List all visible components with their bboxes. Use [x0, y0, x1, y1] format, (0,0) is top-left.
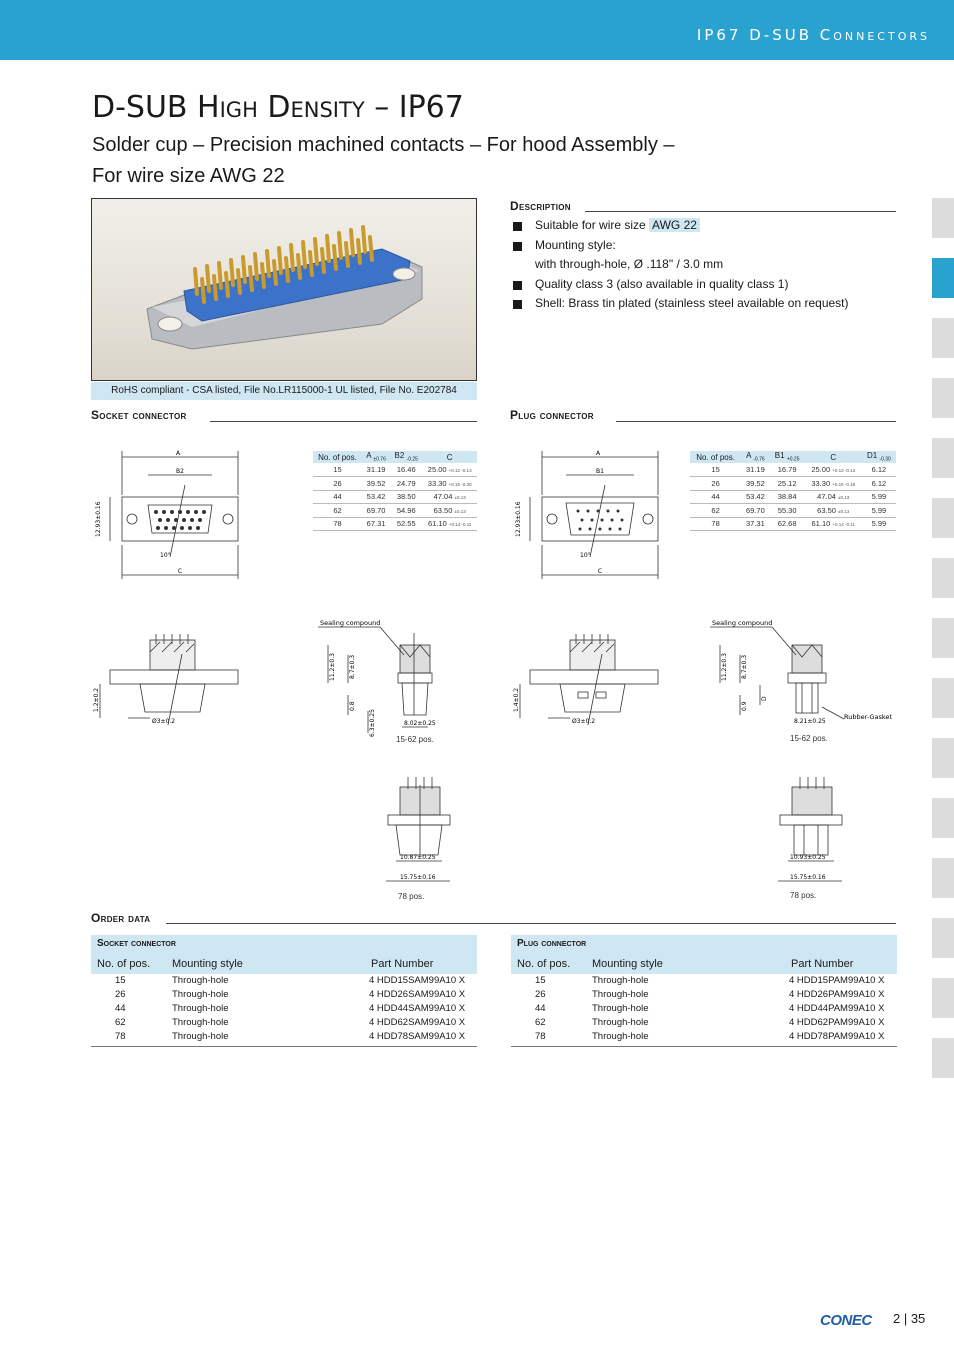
table-row: 15 31.19 16.79 25.00 +0.12 -0.13 6.12	[690, 463, 896, 477]
side-tab[interactable]	[932, 918, 954, 958]
svg-text:Ø3±0.2: Ø3±0.2	[572, 718, 596, 725]
side-tab[interactable]	[932, 978, 954, 1018]
plug-order-table	[511, 935, 897, 1047]
svg-text:A: A	[175, 450, 181, 457]
table-row: 62 69.70 54.96 63.50 ±0.13	[313, 504, 477, 518]
svg-text:1.4±0.2: 1.4±0.2	[513, 687, 520, 712]
plug-order-header: No. of pos. Mounting style Part Number	[511, 952, 897, 974]
plug-order-rows	[511, 974, 897, 1047]
side-tab[interactable]	[932, 438, 954, 478]
table-row[interactable]: 44 Through-hole 4 HDD44SAM99A10 X	[115, 1003, 466, 1014]
rohs-caption: RoHS compliant - CSA listed, File No.LR115000-1 UL listed, File No. E202784	[91, 382, 477, 400]
page-subtitle	[92, 130, 792, 192]
plug-caption-15-62: 15-62 pos.	[790, 734, 828, 743]
table-row[interactable]: 15 Through-hole 4 HDD15SAM99A10 X	[115, 975, 466, 986]
header-bar	[0, 0, 954, 60]
socket-78-drawing	[378, 775, 453, 890]
socket-order-table	[91, 935, 477, 1047]
table-row[interactable]: 44 Through-hole 4 HDD44PAM99A10 X	[535, 1003, 885, 1014]
socket-caption-78: 78 pos.	[398, 892, 425, 901]
side-tab[interactable]	[932, 498, 954, 538]
bullet-icon	[513, 300, 522, 309]
svg-text:10°: 10°	[160, 552, 171, 559]
socket-section-drawing	[318, 615, 443, 740]
svg-text:8.7±0.3: 8.7±0.3	[349, 654, 356, 679]
side-tab[interactable]	[932, 738, 954, 778]
product-photo	[91, 198, 477, 381]
plug-rule	[616, 421, 896, 422]
bullet-icon	[513, 222, 522, 231]
connector-illustration	[92, 199, 477, 381]
description-heading: Description	[510, 199, 571, 213]
svg-text:B2: B2	[176, 468, 184, 475]
svg-text:0.9: 0.9	[741, 701, 748, 711]
svg-text:10.87±0.25: 10.87±0.25	[400, 854, 436, 861]
side-tab[interactable]	[932, 378, 954, 418]
socket-heading: Socket connector	[91, 408, 187, 422]
table-row[interactable]: 78 Through-hole 4 HDD78SAM99A10 X	[115, 1031, 466, 1042]
svg-text:10.93±0.25: 10.93±0.25	[790, 854, 826, 861]
svg-text:Sealing compound: Sealing compound	[320, 619, 381, 627]
svg-text:8.7±0.3: 8.7±0.3	[741, 654, 748, 679]
svg-text:0.8: 0.8	[349, 701, 356, 711]
table-row: 26 39.52 25.12 33.30 +0.15 -0.18 6.12	[690, 477, 896, 491]
description-list	[511, 216, 901, 314]
side-tab[interactable]	[932, 558, 954, 598]
plug-dim-table: No. of pos. A $_{-0.76}$ B1 $_{+0.25}$ C D1 $_{-0.30}$ 15 31.19 16.79 25.00 +0.12 -0.13 6.12 26 39.52 25.12 33.30 +0.15 -0.18 6.12 44 53.42 38.84 47.04 ±0.13 5.99 62 69.70 55.30 63.50 ±0.13 5.99 78 37.31 62.68 61.10 +0.14 -0.11 5.99	[690, 451, 896, 531]
side-tab[interactable]	[932, 318, 954, 358]
svg-text:C: C	[597, 568, 603, 575]
svg-text:8.02±0.25: 8.02±0.25	[404, 720, 436, 727]
table-row: 15 31.19 16.46 25.00 +0.12 -0.13	[313, 463, 477, 477]
socket-dim-table: No. of pos. A $_{\pm 0.76}$ B2 $_{-0.25}$ C 15 31.19 16.46 25.00 +0.12 -0.13 26 39.52 24.79 33.30 +0.15 -0.30 44 53.42 38.50 47.04 ±0.13 62 69.70 54.96 63.50 ±0.13 78 67.31 52.55 61.10 +0.14 -0.11	[313, 451, 477, 531]
svg-text:12.93±0.16: 12.93±0.16	[95, 501, 102, 537]
side-tab[interactable]	[932, 1038, 954, 1078]
socket-caption-15-62: 15-62 pos.	[396, 735, 434, 744]
side-tab[interactable]	[932, 678, 954, 718]
side-tab-active[interactable]	[932, 258, 954, 298]
socket-side-drawing	[90, 630, 245, 735]
svg-text:12.93±0.16: 12.93±0.16	[515, 501, 522, 537]
svg-text:11.2±0.3: 11.2±0.3	[721, 653, 728, 681]
plug-78-drawing	[770, 775, 845, 890]
side-tab[interactable]	[932, 858, 954, 898]
side-tab[interactable]	[932, 198, 954, 238]
bullet-icon	[513, 281, 522, 290]
svg-text:11.2±0.3: 11.2±0.3	[329, 653, 336, 681]
svg-text:6.3±0.25: 6.3±0.25	[369, 709, 376, 737]
svg-text:1.2±0.2: 1.2±0.2	[93, 687, 100, 712]
side-tabs	[932, 198, 954, 1098]
socket-order-rows	[91, 974, 477, 1047]
svg-text:D: D	[761, 696, 768, 701]
order-rule	[166, 923, 896, 924]
svg-text:B1: B1	[596, 468, 604, 475]
plug-heading: Plug connector	[510, 408, 594, 422]
svg-text:C: C	[177, 568, 183, 575]
socket-front-drawing	[90, 445, 250, 590]
order-heading: Order data	[91, 911, 151, 925]
svg-text:Sealing compound: Sealing compound	[712, 619, 773, 627]
description-item: Mounting style: with through-hole, Ø .118" / 3.0 mm	[511, 236, 901, 275]
table-row: 62 69.70 55.30 63.50 ±0.13 5.99	[690, 504, 896, 518]
table-row[interactable]: 62 Through-hole 4 HDD62SAM99A10 X	[115, 1017, 466, 1028]
table-row: 78 67.31 52.55 61.10 +0.14 -0.11	[313, 517, 477, 531]
side-tab[interactable]	[932, 618, 954, 658]
plug-side-drawing	[510, 630, 665, 735]
description-rule	[585, 211, 896, 212]
side-tab[interactable]	[932, 798, 954, 838]
table-row[interactable]: 78 Through-hole 4 HDD78PAM99A10 X	[535, 1031, 885, 1042]
page-title: D-SUB High Density – IP67	[92, 90, 464, 125]
svg-text:15.75±0.16: 15.75±0.16	[400, 874, 436, 881]
awg-highlight: AWG 22	[649, 218, 700, 232]
description-item: Suitable for wire size AWG 22	[511, 216, 901, 236]
subtitle-line-1: Solder cup – Precision machined contacts – For hood Assembly –	[92, 134, 675, 156]
bullet-icon	[513, 242, 522, 251]
socket-order-header: No. of pos. Mounting style Part Number	[91, 952, 477, 974]
table-row: 44 53.42 38.84 47.04 ±0.13 5.99	[690, 490, 896, 504]
section-title: IP67 D-SUB Connectors	[696, 26, 930, 44]
svg-text:Ø3±0.2: Ø3±0.2	[152, 718, 176, 725]
svg-text:Rubber-Gasket: Rubber-Gasket	[844, 713, 892, 721]
table-row: 44 53.42 38.50 47.04 ±0.13	[313, 490, 477, 504]
page-number: 2 | 35	[893, 1311, 926, 1326]
subtitle-line-2: For wire size AWG 22	[92, 165, 285, 187]
plug-section-drawing	[710, 615, 900, 740]
plug-front-drawing	[510, 445, 670, 590]
svg-text:15.75±0.16: 15.75±0.16	[790, 874, 826, 881]
table-row[interactable]: 15 Through-hole 4 HDD15PAM99A10 X	[535, 975, 885, 986]
table-row: 78 37.31 62.68 61.10 +0.14 -0.11 5.99	[690, 517, 896, 531]
socket-order-title: Socket connector	[91, 935, 477, 952]
table-row: 26 39.52 24.79 33.30 +0.15 -0.30	[313, 477, 477, 491]
description-item: Quality class 3 (also available in quality class 1)	[511, 275, 901, 295]
description-item: Shell: Brass tin plated (stainless steel available on request)	[511, 294, 901, 314]
conec-logo: CONEC	[820, 1312, 872, 1329]
svg-text:A: A	[595, 450, 601, 457]
table-row[interactable]: 26 Through-hole 4 HDD26SAM99A10 X	[115, 989, 466, 1000]
svg-text:10°: 10°	[580, 552, 591, 559]
table-row[interactable]: 26 Through-hole 4 HDD26PAM99A10 X	[535, 989, 885, 1000]
plug-caption-78: 78 pos.	[790, 891, 817, 900]
table-row[interactable]: 62 Through-hole 4 HDD62PAM99A10 X	[535, 1017, 885, 1028]
svg-text:8.21±0.25: 8.21±0.25	[794, 718, 826, 725]
socket-rule	[210, 421, 477, 422]
plug-order-title: Plug connector	[511, 935, 897, 952]
